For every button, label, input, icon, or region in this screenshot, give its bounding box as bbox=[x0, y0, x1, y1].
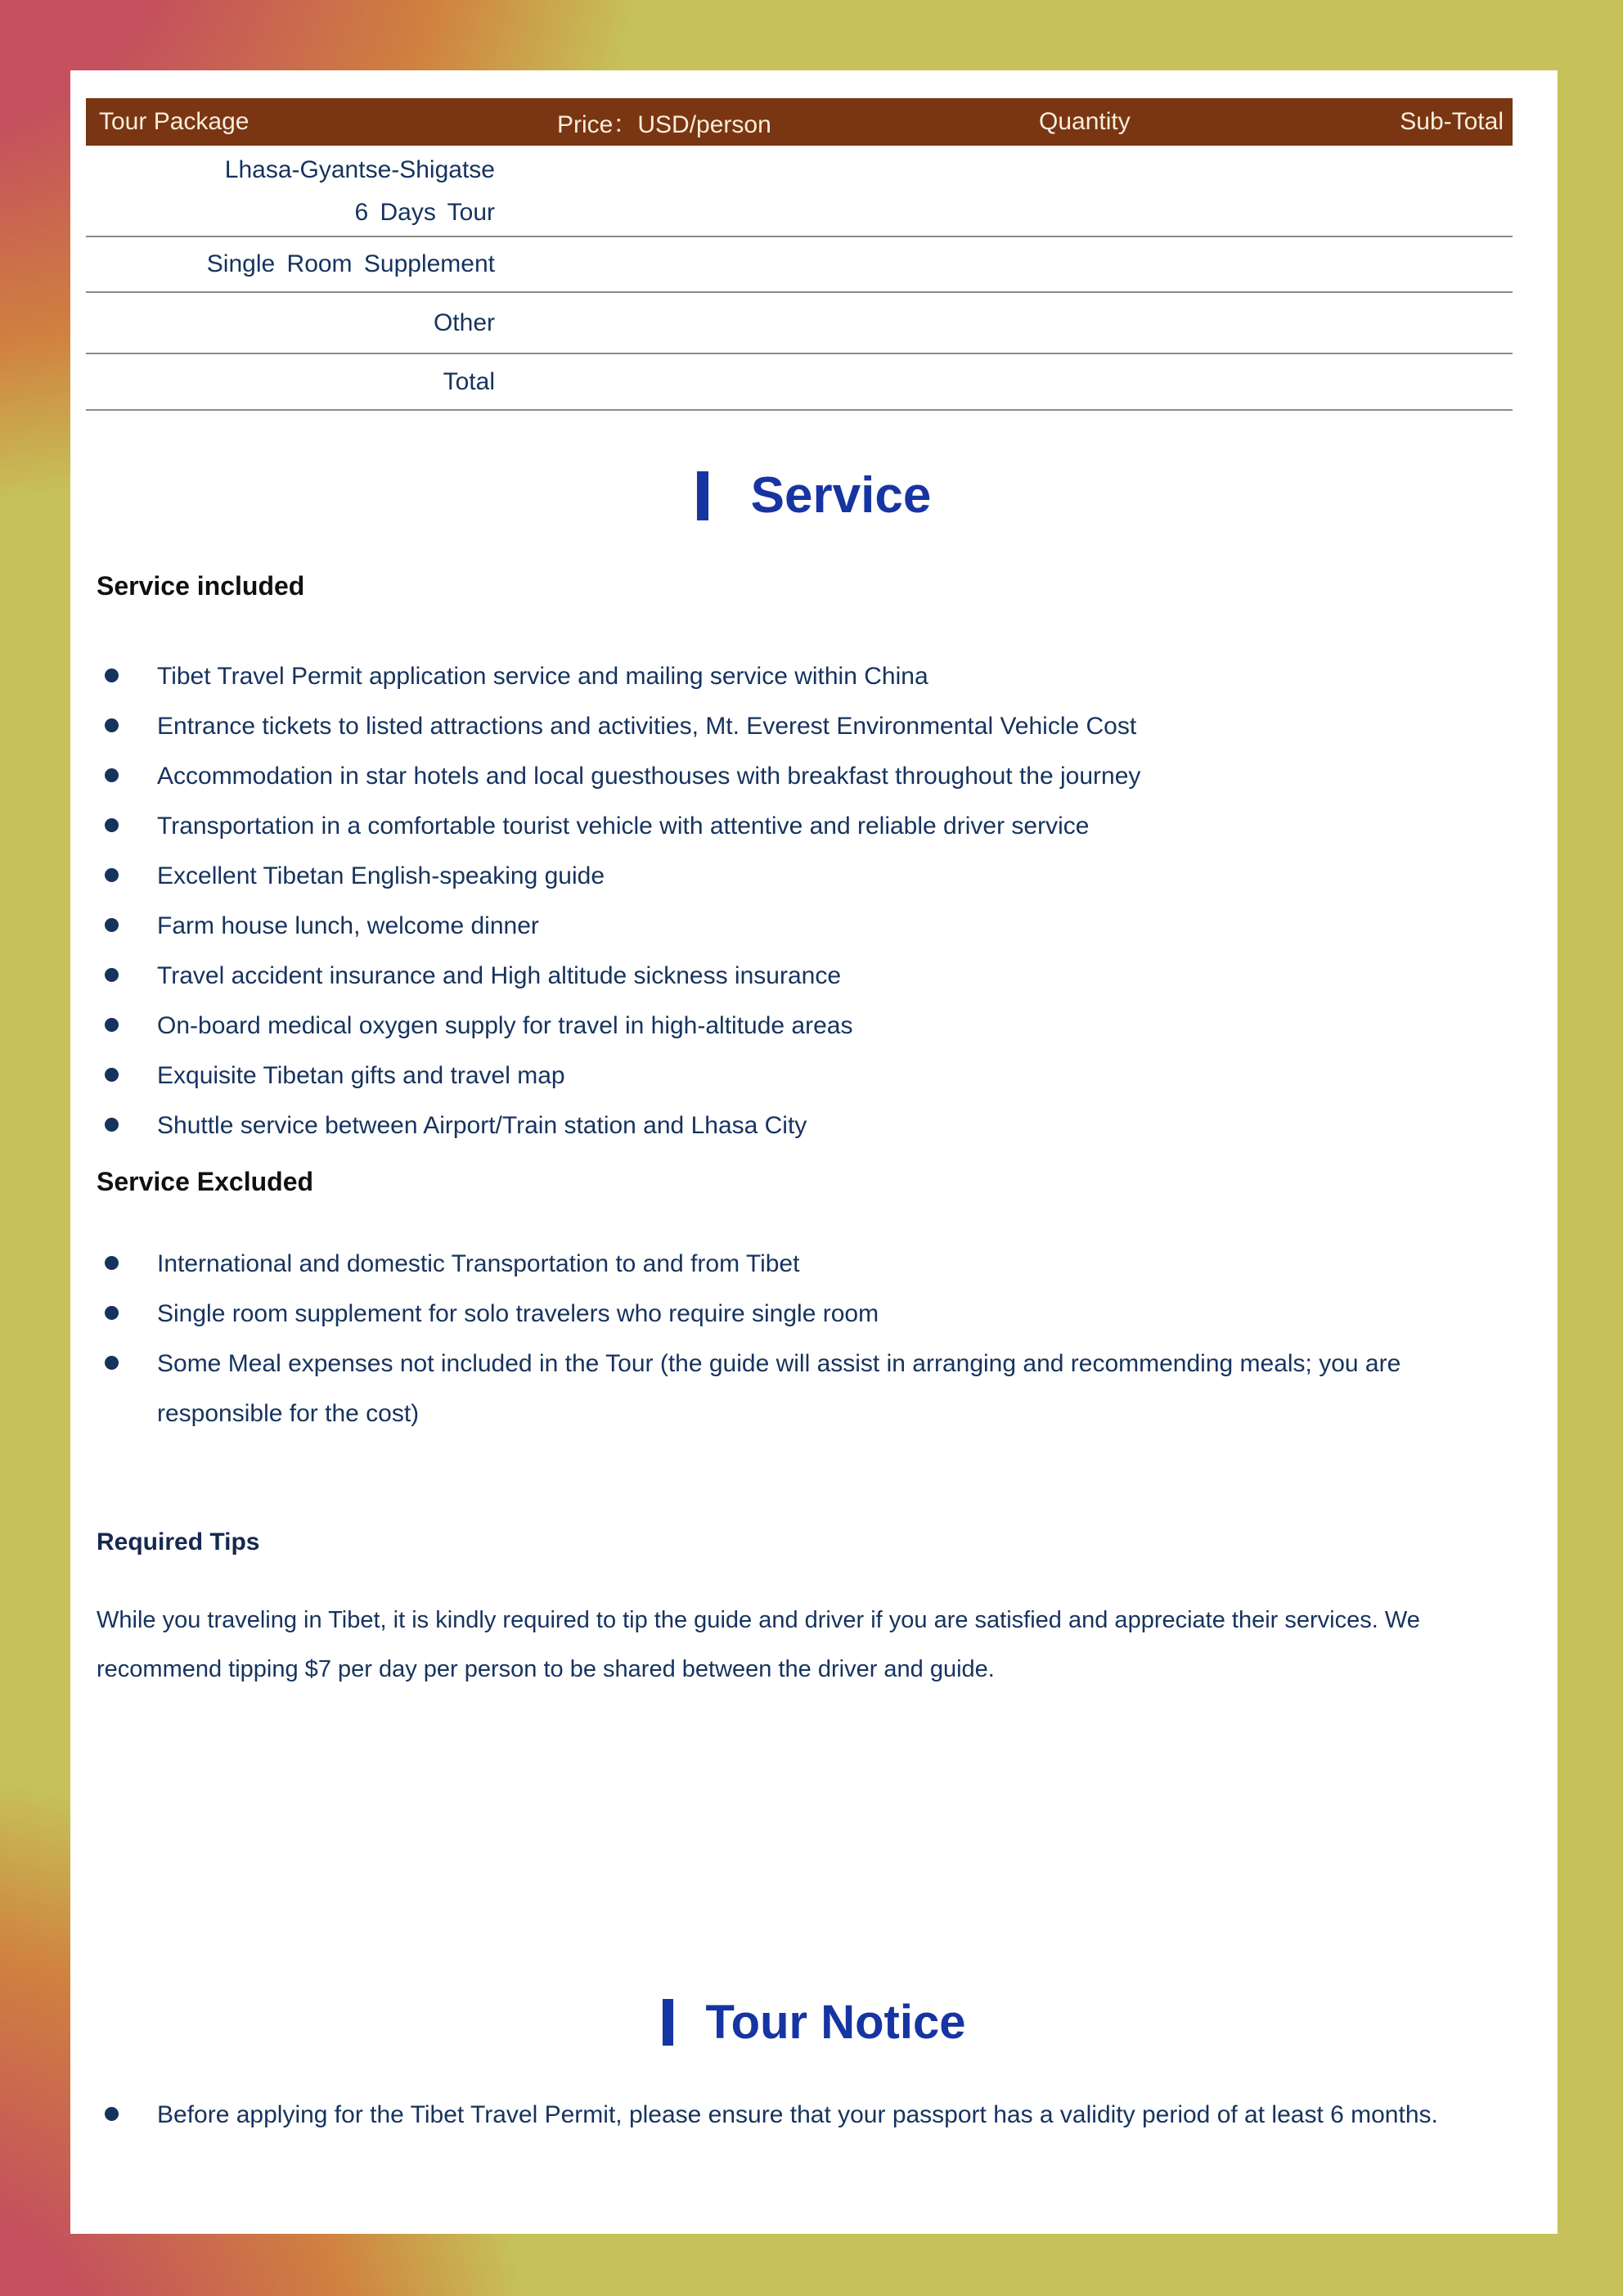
bullet-icon bbox=[105, 718, 119, 732]
table-row-package bbox=[86, 146, 1513, 237]
pricing-table-header-row bbox=[86, 98, 1513, 146]
tour-notice-section-title: Tour Notice bbox=[705, 1996, 966, 2049]
service-excluded-heading: Service Excluded bbox=[97, 1167, 314, 1196]
bullet-icon bbox=[105, 1356, 119, 1370]
list-item bbox=[105, 1289, 1503, 1339]
bullet-icon bbox=[105, 1118, 119, 1132]
row-label-line1: Lhasa-Gyantse-Shigatse bbox=[224, 156, 495, 183]
service-included-heading: Service included bbox=[97, 571, 305, 601]
list-item-text: Shuttle service between Airport/Train station and Lhasa City bbox=[157, 1112, 807, 1139]
list-item bbox=[105, 751, 1503, 801]
list-item bbox=[105, 1001, 1503, 1051]
table-row-other bbox=[86, 293, 1513, 354]
service-included-list bbox=[105, 651, 1503, 1150]
list-item-text: On-board medical oxygen supply for travel in high-altitude areas bbox=[157, 1012, 853, 1039]
bullet-icon bbox=[105, 868, 119, 882]
service-section-heading bbox=[70, 466, 1580, 524]
bullet-icon bbox=[105, 918, 119, 932]
heading-bar-icon bbox=[697, 471, 708, 520]
list-item-text: Before applying for the Tibet Travel Permit, please ensure that your passport has a validity period of at least 6 months. bbox=[157, 2101, 1438, 2128]
bullet-icon bbox=[105, 818, 119, 832]
col-header-tour-package: Tour Package bbox=[99, 108, 250, 135]
list-item bbox=[105, 2090, 1503, 2140]
list-item bbox=[105, 951, 1503, 1001]
heading-bar-icon bbox=[663, 1999, 673, 2046]
list-item-text: Travel accident insurance and High altitude sickness insurance bbox=[157, 962, 842, 989]
table-row-single-room bbox=[86, 237, 1513, 293]
list-item-text: Transportation in a comfortable tourist vehicle with attentive and reliable driver service bbox=[157, 813, 1090, 840]
bullet-icon bbox=[105, 1306, 119, 1320]
bullet-icon bbox=[105, 968, 119, 982]
bullet-icon bbox=[105, 768, 119, 782]
col-header-quantity: Quantity bbox=[1039, 108, 1131, 135]
list-item-text: Entrance tickets to listed attractions and activities, Mt. Everest Environmental Vehicle Cost bbox=[157, 713, 1137, 740]
row-label: Total bbox=[443, 367, 495, 395]
list-item-text: Some Meal expenses not included in the Tour (the guide will assist in arranging and recommending meals; you are responsible for the cost) bbox=[157, 1350, 1401, 1427]
list-item bbox=[105, 1051, 1503, 1101]
bullet-icon bbox=[105, 1068, 119, 1082]
list-item-text: Excellent Tibetan English-speaking guide bbox=[157, 862, 605, 889]
bullet-icon bbox=[105, 2107, 119, 2121]
list-item bbox=[105, 801, 1503, 851]
row-label: Other bbox=[433, 308, 495, 336]
table-row-total bbox=[86, 354, 1513, 411]
list-item-text: Farm house lunch, welcome dinner bbox=[157, 912, 539, 939]
service-section-title: Service bbox=[750, 467, 932, 524]
list-item-text: Exquisite Tibetan gifts and travel map bbox=[157, 1062, 565, 1089]
list-item bbox=[105, 1239, 1503, 1289]
col-header-subtotal: Sub-Total bbox=[1400, 108, 1504, 135]
tour-notice-list bbox=[105, 2090, 1503, 2140]
list-item bbox=[105, 1339, 1503, 1438]
list-item-text: Accommodation in star hotels and local guesthouses with breakfast throughout the journey bbox=[157, 763, 1141, 790]
list-item-text: Single room supplement for solo travelers who require single room bbox=[157, 1300, 879, 1327]
service-excluded-list bbox=[105, 1239, 1503, 1438]
row-label bbox=[86, 147, 552, 234]
col-header-price: Price：USD/person bbox=[557, 111, 771, 138]
pricing-table bbox=[86, 98, 1513, 411]
list-item bbox=[105, 901, 1503, 951]
list-item bbox=[105, 651, 1503, 701]
bullet-icon bbox=[105, 669, 119, 682]
required-tips-paragraph: While you traveling in Tibet, it is kindly required to tip the guide and driver if you are satisfied and appreciate their services. We recommend tipping $7 per day per person to be shared between the driver and guide. bbox=[97, 1607, 1420, 1682]
required-tips-heading: Required Tips bbox=[97, 1528, 260, 1555]
bullet-icon bbox=[105, 1256, 119, 1270]
row-label-line2: 6 Days Tour bbox=[354, 199, 495, 226]
list-item bbox=[105, 701, 1503, 751]
row-label: Single Room Supplement bbox=[206, 250, 495, 277]
bullet-icon bbox=[105, 1018, 119, 1032]
document-page bbox=[70, 70, 1558, 2234]
list-item bbox=[105, 851, 1503, 901]
list-item-text: Tibet Travel Permit application service and mailing service within China bbox=[157, 663, 928, 690]
tour-notice-section-heading bbox=[70, 1995, 1580, 2050]
list-item-text: International and domestic Transportation to and from Tibet bbox=[157, 1250, 800, 1277]
list-item bbox=[105, 1101, 1503, 1150]
